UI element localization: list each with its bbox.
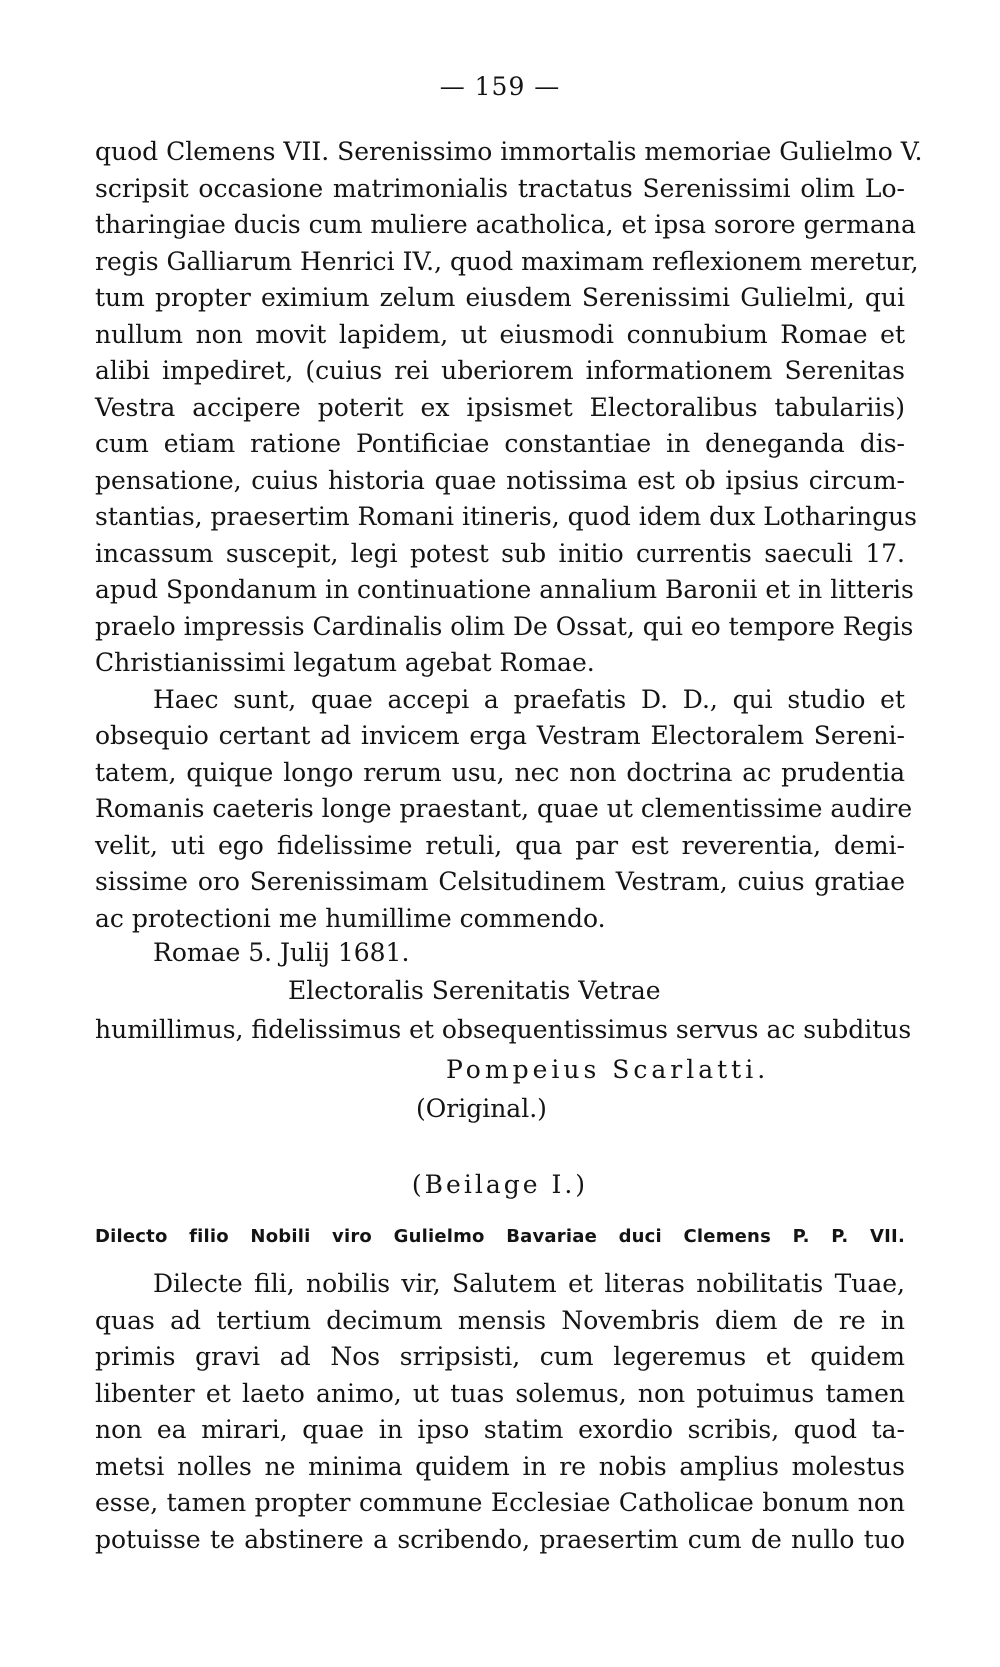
text-line: quas ad tertium decimum mensis Novembris diem de re in (95, 1305, 905, 1335)
appendix-body (95, 1266, 905, 1558)
text-line: regis Galliarum Henrici IV., quod maximam reflexionem meretur, (95, 246, 919, 276)
text-line: tatem, quique longo rerum usu, nec non doctrina ac prudentia (95, 757, 905, 787)
text-line: obsequio certant ad invicem erga Vestram Electoralem Sereni- (95, 721, 905, 750)
text-line: tharingiae ducis cum muliere acatholica, et ipsa sorore germana (95, 210, 916, 239)
text-line: esse, tamen propter commune Ecclesiae Catholicae bonum non (95, 1488, 905, 1517)
text-line: alibi impediret, (cuius rei uberiorem informationem Serenitas (95, 356, 905, 385)
text-line: scripsit occasione matrimonialis tractatus Serenissimi olim Lo- (95, 173, 905, 203)
text-line: Dilecte fili, nobilis vir, Salutem et literas nobilitatis Tuae, (153, 1269, 905, 1298)
signature: Pompeius Scarlatti. (446, 1055, 770, 1084)
text-line: metsi nolles ne minima quidem in re nobis amplius molestus (95, 1451, 905, 1481)
page-number: — 159 — (439, 72, 561, 101)
text-line: ac protectioni me humillime commendo. (95, 903, 606, 933)
closing-salutation: Electoralis Serenitatis Vetrae (288, 976, 661, 1005)
text-line: primis gravi ad Nos srripsisti, cum legeremus et quidem (95, 1342, 905, 1371)
closing-servant-line: humillimus, fidelissimus et obsequentissimus servus ac subditus (95, 1015, 912, 1044)
text-line: Christianissimi legatum agebat Romae. (95, 648, 595, 677)
text-line: non ea mirari, quae in ipso statim exordio scribis, quod ta- (95, 1415, 905, 1444)
appendix-label: (Beilage I.) (411, 1170, 589, 1199)
text-line: pensatione, cuius historia quae notissima est ob ipsius circum- (95, 465, 905, 495)
text-line: libenter et laeto animo, ut tuas solemus, non potuimus tamen (95, 1378, 905, 1408)
text-line: Haec sunt, quae accepi a praefatis D. D., qui studio et (153, 684, 905, 714)
text-line: praelo impressis Cardinalis olim De Ossat, qui eo tempore Regis (95, 611, 914, 641)
text-line: Romanis caeteris longe praestant, quae ut clementissime audire (95, 794, 913, 823)
text-line: velit, uti ego fidelissime retuli, qua par est reverentia, demi- (95, 830, 905, 860)
text-line: sissime oro Serenissimam Celsitudinem Vestram, cuius gratiae (95, 867, 905, 896)
text-line: potuisse te abstinere a scribendo, praesertim cum de nullo tuo (95, 1524, 905, 1554)
text-line: cum etiam ratione Pontificiae constantiae in deneganda dis- (95, 429, 905, 458)
text-line: Vestra accipere poterit ex ipsismet Electoralibus tabulariis) (95, 392, 905, 422)
text-line: stantias, praesertim Romani itineris, quod idem dux Lotharingus (95, 502, 917, 531)
original-note: (Original.) (416, 1094, 547, 1123)
text-line: tum propter eximium zelum eiusdem Serenissimi Gulielmi, qui (95, 283, 905, 312)
appendix-heading: Dilecto filio Nobili viro Gulielmo Bavariae duci Clemens P. P. VII. (95, 1226, 905, 1247)
letter-body (95, 134, 923, 937)
text-line: nullum non movit lapidem, ut eiusmodi connubium Romae et (95, 319, 905, 349)
text-line: incassum suscepit, legi potest sub initio currentis saeculi 17. (95, 538, 905, 568)
letter-date: Romae 5. Julij 1681. (153, 938, 410, 967)
text-line: apud Spondanum in continuatione annalium Baronii et in litteris (95, 575, 914, 604)
text-line: quod Clemens VII. Serenissimo immortalis memoriae Gulielmo V. (95, 137, 923, 166)
